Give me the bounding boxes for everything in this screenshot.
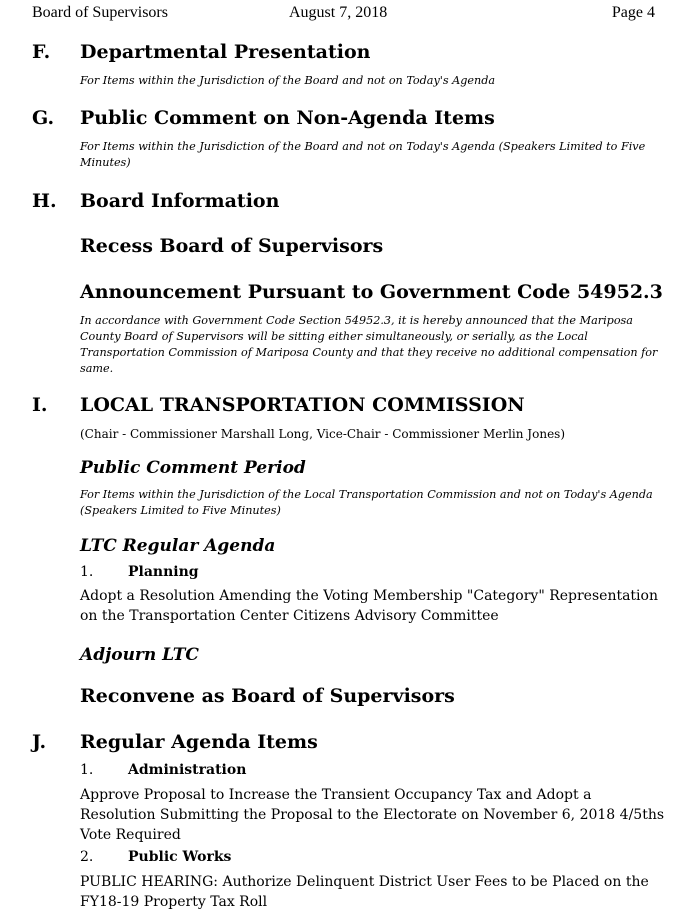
j-item1-number: 1.: [80, 762, 94, 778]
ltc-item-title: Planning: [128, 564, 199, 580]
j-item2-number: 2.: [80, 849, 94, 865]
header-page-number: Page 4: [611, 4, 655, 21]
ltc-chair-line: (Chair - Commissioner Marshall Long, Vice-Chair - Commissioner Merlin Jones): [80, 427, 566, 441]
announcement-heading: Announcement Pursuant to Government Code 54952.3: [80, 281, 663, 303]
section-f-title: Departmental Presentation: [80, 41, 371, 63]
section-g-title: Public Comment on Non-Agenda Items: [80, 107, 495, 129]
ltc-regular-agenda-heading: LTC Regular Agenda: [80, 536, 276, 556]
j-item1-body: Approve Proposal to Increase the Transient Occupancy Tax and Adopt a Resolution Submitting the Proposal to the Electorate on November 6, 2018 4/5ths Vote Required: [80, 787, 665, 843]
j-item2-body: PUBLIC HEARING: Authorize Delinquent District User Fees to be Placed on the FY18-19 Property Tax Roll: [80, 874, 649, 910]
recess-heading: Recess Board of Supervisors: [80, 235, 384, 257]
section-g-note: For Items within the Jurisdiction of the Board and not on Today's Agenda (Speakers Limited to Five Minutes): [80, 140, 646, 169]
section-g-letter: G.: [32, 107, 55, 129]
public-comment-note: For Items within the Jurisdiction of the Local Transportation Commission and not on Today's Agenda (Speakers Limited to Five Minutes): [80, 488, 653, 517]
section-h-letter: H.: [32, 190, 57, 212]
adjourn-ltc-heading: Adjourn LTC: [80, 645, 199, 665]
section-i-letter: I.: [32, 394, 48, 416]
section-f-letter: F.: [32, 41, 51, 63]
section-i-title: LOCAL TRANSPORTATION COMMISSION: [80, 394, 525, 416]
j-item2-title: Public Works: [128, 849, 232, 865]
announcement-note: In accordance with Government Code Section 54952.3, it is hereby announced that the Mariposa County Board of Supervisors will be sitting either simultaneously, or serially, as the Local Transportation Commission of Mariposa County and that they receive no additional compensation for same.: [80, 314, 658, 375]
ltc-item-number: 1.: [80, 564, 94, 580]
public-comment-heading: Public Comment Period: [80, 458, 306, 478]
header-left: Board of Supervisors: [32, 4, 168, 21]
reconvene-heading: Reconvene as Board of Supervisors: [80, 685, 455, 707]
section-j-title: Regular Agenda Items: [80, 731, 318, 753]
header-date: August 7, 2018: [289, 4, 388, 21]
j-item1-title: Administration: [128, 762, 247, 778]
section-f-note: For Items within the Jurisdiction of the Board and not on Today's Agenda: [80, 74, 496, 87]
ltc-item-body: Adopt a Resolution Amending the Voting Membership "Category" Representation on the Transportation Center Citizens Advisory Committee: [80, 588, 658, 624]
section-j-letter: J.: [32, 731, 47, 753]
section-h-title: Board Information: [80, 190, 280, 212]
